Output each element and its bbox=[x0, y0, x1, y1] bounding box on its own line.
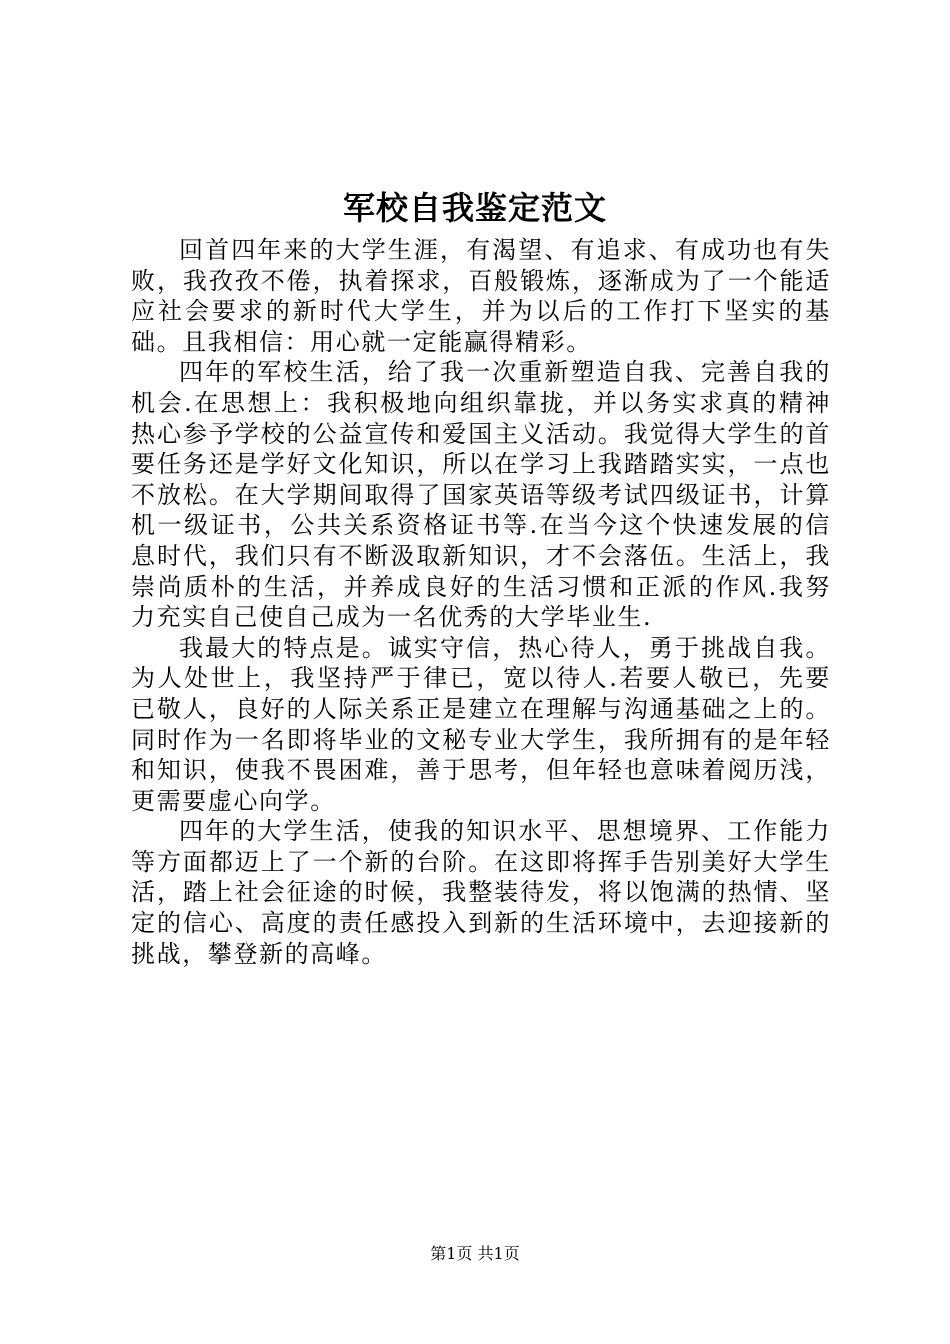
paragraph-1: 回首四年来的大学生涯，有渴望、有追求、有成功也有失败，我孜孜不倦，执着探求，百般锻炼，逐渐成为了一个能适应社会要求的新时代大学生，并为以后的工作打下坚实的基础。且我相信：用心就一定能赢得精彩。 bbox=[131, 236, 831, 356]
page-footer: 第1页 共1页 bbox=[430, 1244, 520, 1263]
paragraph-2: 四年的军校生活，给了我一次重新塑造自我、完善自我的机会.在思想上：我积极地向组织靠拢，并以务实求真的精神热心参予学校的公益宣传和爱国主义活动。我觉得大学生的首要任务还是学好文化知识，所以在学习上我踏踏实实，一点也不放松。在大学期间取得了国家英语等级考试四级证书，计算机一级证书，公共关系资格证书等.在当今这个快速发展的信息时代，我们只有不断汲取新知识，才不会落伍。生活上，我崇尚质朴的生活，并养成良好的生活习惯和正派的作风.我努力充实自己使自己成为一名优秀的大学毕业生. bbox=[131, 358, 831, 632]
document-body bbox=[131, 235, 831, 969]
paragraph-4: 四年的大学生活，使我的知识水平、思想境界、工作能力等方面都迈上了一个新的台阶。在这即将挥手告别美好大学生活，踏上社会征途的时候，我整装待发，将以饱满的热情、坚定的信心、高度的责任感投入到新的生活环境中，去迎接新的挑战，攀登新的高峰。 bbox=[131, 817, 831, 968]
paragraph-3: 我最大的特点是。诚实守信，热心待人，勇于挑战自我。为人处世上，我坚持严于律已，宽以待人.若要人敬已，先要已敬人，良好的人际关系正是建立在理解与沟通基础之上的。同时作为一名即将毕业的文秘专业大学生，我所拥有的是年轻和知识，使我不畏困难，善于思考，但年轻也意味着阅历浅，更需要虚心向学。 bbox=[131, 633, 831, 815]
document-title: 军校自我鉴定范文 bbox=[342, 189, 607, 227]
